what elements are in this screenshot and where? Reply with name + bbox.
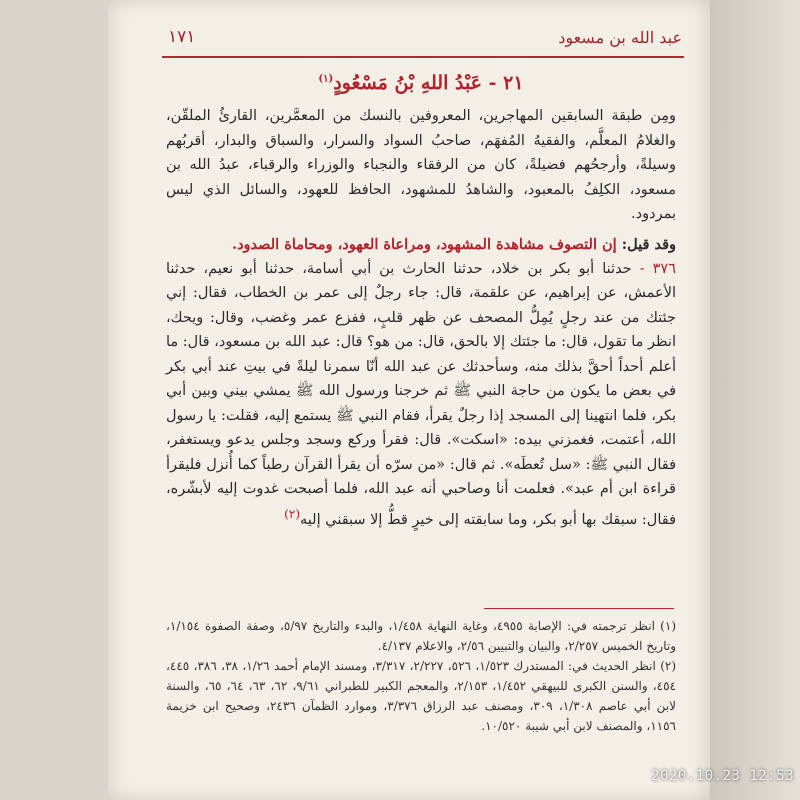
hadith-text: حدثنا أبو بكر بن خلاد، حدثنا الحارث بن أبي أسامة، حدثنا أبو نعيم، حدثنا الأعمش، عن إبراهيم، عن علقمة، قال: جاء رجلٌ إلى عمر بن الخطاب، فقال: إني جئتك من عند رجلٍ يُمِلُّ المصحف عن ظهر قلبٍ، ففزع عمر وغضب، وقال: ويحك، انظر ما تقول، قال: ما جئتك إلا بالحق، قال: من هو؟ قال: عبد الله بن مسعود، قال: ما أعلم أحداً أحقَّ بذلك منه، وسأحدثك عن عبد الله أنّا سمرنا ليلةً في بيتِ عند أبي بكر في بعض ما يكون من حاجة النبي ﷺ ثم خرجنا ورسول الله ﷺ يمشي بيني وبين أبي بكر، فلما انتهينا إلى المسجد إذا رجلٌ يقرأ، فقام النبي ﷺ يستمع إليه، فقلت: يا رسول الله، أعتمت، فغمزني بيده: «اسكت». قال: فقرأ وركع وسجد وجلس يدعو ويستغفر، فقال النبي ﷺ: «سل تُعطَه». ثم قال: «من سرّه أن يقرأ القرآن رطباً كما أُنزل فليقرأ قراءة ابن أم عبد». فعلمت أنا وصاحبي أنه عبد الله، فلما أصبحت غدوت إليه لأبشّره، فقال: سبقك بها أبو بكر، وما سابقته إلى خيرٍ قطُّ إلا سبقني إليه: [166, 260, 676, 528]
header-rule: [162, 56, 684, 58]
footnotes: [166, 616, 676, 736]
book-page: [108, 0, 710, 800]
photo-timestamp: 2020.10.23 12:53: [651, 768, 794, 784]
hadith-paragraph: [166, 257, 676, 532]
footnote-rule: [484, 608, 674, 609]
page-header: [168, 20, 682, 54]
background-edge: [710, 0, 800, 800]
saying-paragraph: [166, 233, 676, 257]
chapter-title: [166, 72, 676, 94]
hadith-footnote-ref: (٢): [284, 506, 301, 521]
page-number: ١٧١: [168, 27, 196, 47]
saying-lead: وقد قيل:: [621, 235, 676, 253]
saying-text: إن التصوف مشاهدة المشهود، ومراعاة العهود، ومحاماة الصدود.: [232, 235, 617, 253]
footnote-2: (٢) انظر الحديث في: المستدرك ١/٥٢٣، ٥٢٦، ٢/٢٢٧، ٣/٣١٧، ومسند الإمام أحمد ١/٢٦، ٣٨، ٣٨٦، ٤٤٥، ٤٥٤، والسنن الكبرى للبيهقي ١/٤٥٢، ٢/١٥٣، والمعجم الكبير للطبراني ٩/٦١، ٦٢، ٦٣، ٦٤، ٦٥، والسنة لابن أبي عاصم ١/٣٠٨، ٣٠٩، ومصنف عبد الرزاق ٣/٣٧٦، وموارد الظمآن ٢٤٣٦، وصحيح ابن خزيمة ١١٥٦، والمصنف لابن أبي شيبة ١٠/٥٢٠.: [166, 659, 677, 733]
footnote-1: (١) انظر ترجمته في: الإصابة ٤٩٥٥، وغاية النهاية ١/٤٥٨، والبدء والتاريخ ٥/٩٧، وصفة الصفوة ١/١٥٤، وتاريخ الخميس ٢/٢٥٧، والبيان والتبيين ٢/٥٦، والاعلام ٤/١٣٧.: [166, 619, 677, 653]
chapter-title-text: ٢١ - عَبْدُ اللهِ بْنُ مَسْعُودٍ: [333, 72, 524, 94]
intro-paragraph: ومِن طبقة السابقين المهاجرين، المعروفين بالنسك من المعمَّرين، القارئُ الملقّن، والغلامُ المعلَّم، والفقيهُ المُفهَم، صاحبُ السواد والسرار، والسباق والبدار، أقربُهم وسيلةً، وأرجحُهم فضيلةً، كان من الرفقاء والنجباء والوزراء والرقباء، عبدُ الله بن مسعود، الكلِفُ بالمعبود، والشاهدُ للمشهود، الحافظ للعهود، والسائل الذي ليس بمردود.: [166, 108, 676, 222]
running-title: عبد الله بن مسعود: [558, 27, 682, 47]
hadith-number: ٣٧٦ -: [639, 260, 676, 277]
chapter-footnote-ref: (١): [318, 73, 334, 85]
main-text: [166, 66, 676, 532]
